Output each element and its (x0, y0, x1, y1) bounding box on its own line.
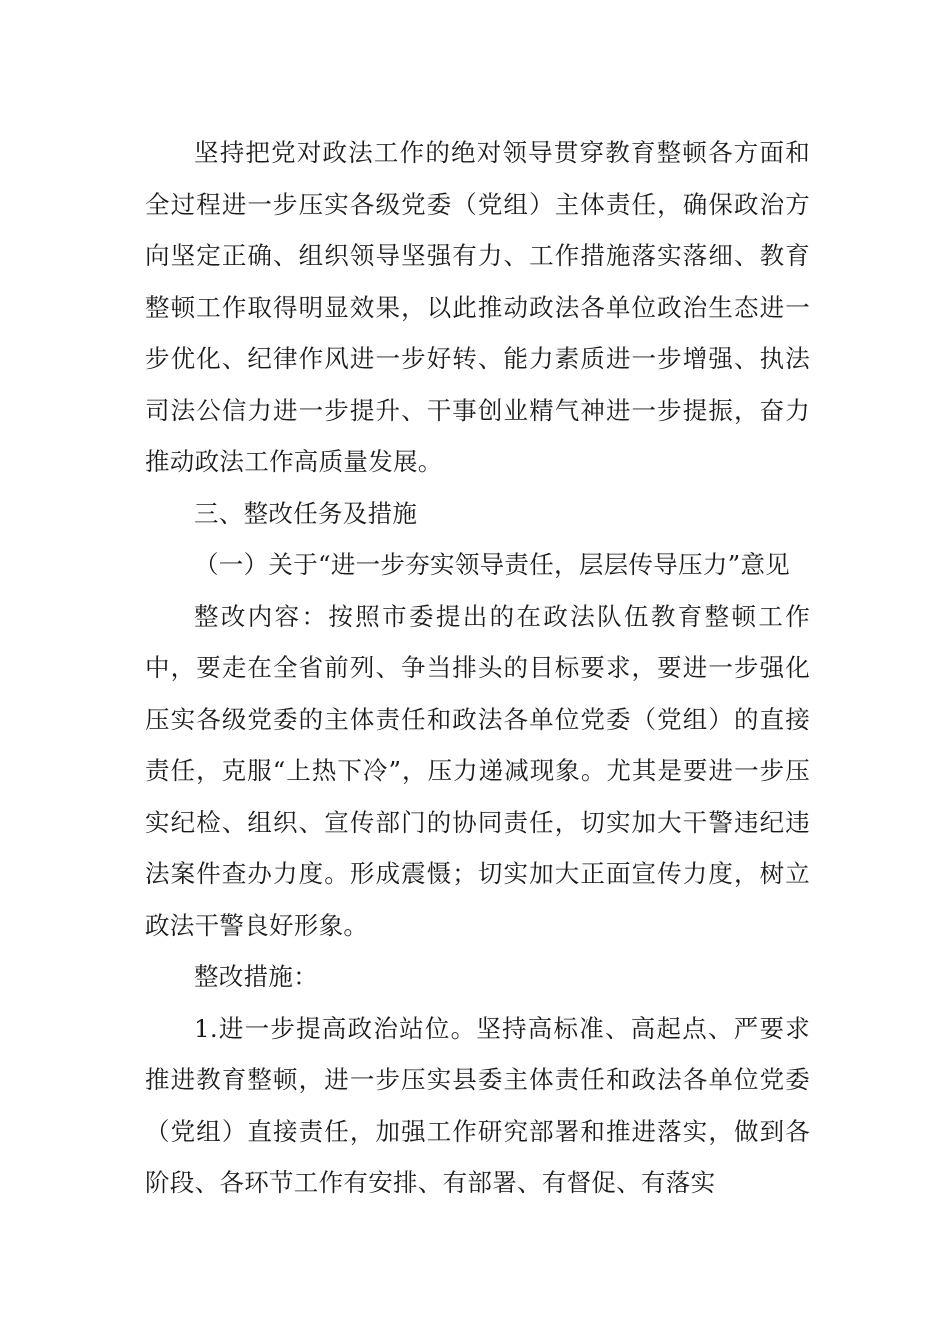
document-body (145, 127, 810, 1209)
paragraph-intro: 坚持把党对政法工作的绝对领导贯穿教育整顿各方面和全过程进一步压实各级党委（党组）主体责任，确保政治方向坚定正确、组织领导坚强有力、工作措施落实落细、教育整顿工作取得明显效果，以此推动政法各单位政治生态进一步优化、纪律作风进一步好转、能力素质进一步增强、执法司法公信力进一步提升、干事创业精气神进一步提振，奋力推动政法工作高质量发展。 (145, 138, 810, 476)
subsection-heading-1: （一）关于“进一步夯实领导责任，层层传导压力”意见 (194, 550, 791, 579)
paragraph-rectification-content: 整改内容：按照市委提出的在政法队伍教育整顿工作中，要走在全省前列、争当排头的目标要求，要进一步强化压实各级党委的主体责任和政法各单位党委（党组）的直接责任，克服“上热下冷”，压力递减现象。尤其是要进一步压实纪检、组织、宣传部门的协同责任，切实加大干警违纪违法案件查办力度。形成震慑；切实加大正面宣传力度，树立政法干警良好形象。 (145, 601, 810, 940)
paragraph-measure-1: 1.进一步提高政治站位。坚持高标准、高起点、严要求推进教育整顿，进一步压实县委主体责任和政法各单位党委（党组）直接责任，加强工作研究部署和推进落实，做到各阶段、各环节工作有安排、有部署、有督促、有落实 (145, 1013, 810, 1197)
section-heading-3: 三、整改任务及措施 (194, 498, 418, 528)
paragraph-rectification-measures-label: 整改措施： (194, 962, 318, 991)
